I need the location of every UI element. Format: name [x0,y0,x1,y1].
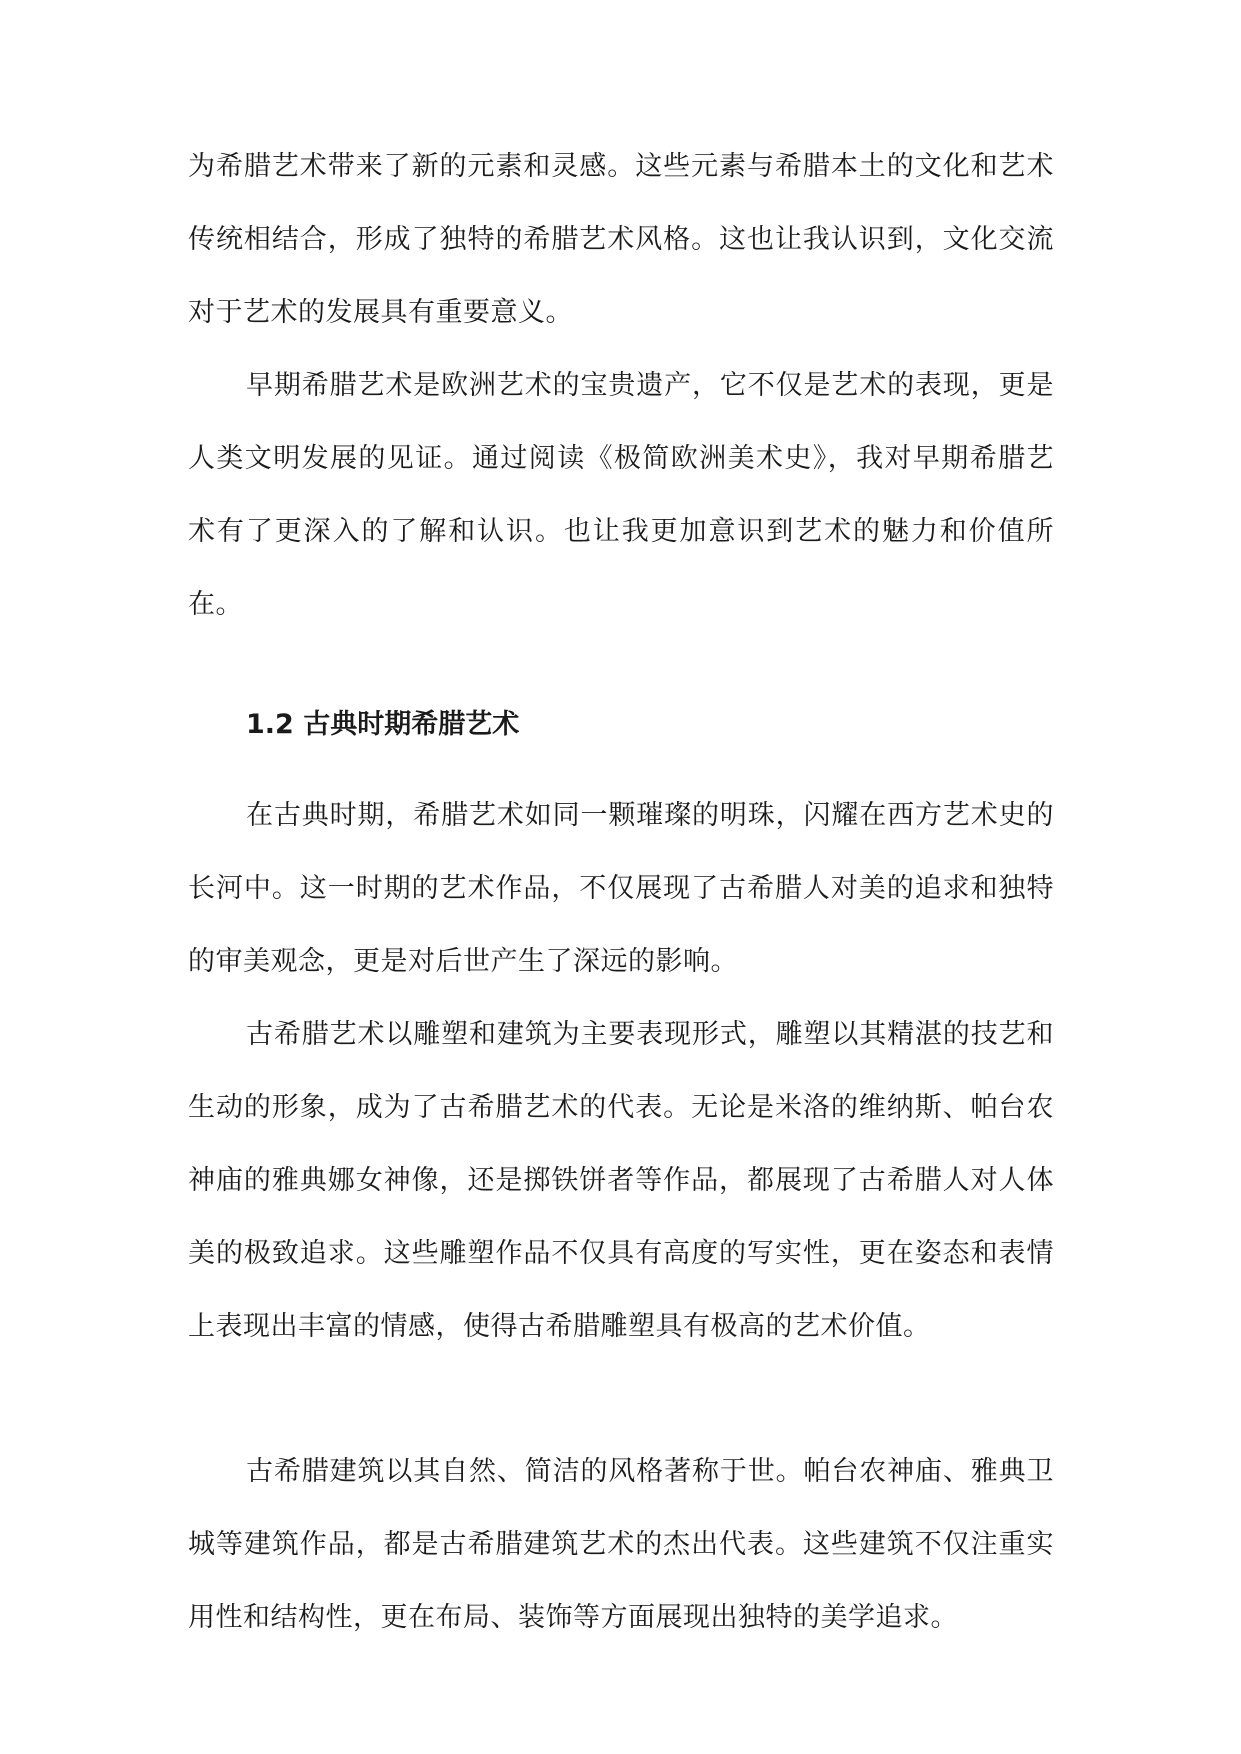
paragraph-cultural-exchange: 为希腊艺术带来了新的元素和灵感。这些元素与希腊本土的文化和艺术传统相结合，形成了独特的希腊艺术风格。这也让我认识到，文化交流对于艺术的发展具有重要意义。 [188,151,1054,328]
paragraph-architecture: 古希腊建筑以其自然、简洁的风格著称于世。帕台农神庙、雅典卫城等建筑作品，都是古希腊建筑艺术的杰出代表。这些建筑不仅注重实用性和结构性，更在布局、装饰等方面展现出独特的美学追求。 [188,1456,1054,1633]
paragraph-classical-period: 在古典时期，希腊艺术如同一颗璀璨的明珠，闪耀在西方艺术史的长河中。这一时期的艺术作品，不仅展现了古希腊人对美的追求和独特的审美观念，更是对后世产生了深远的影响。 [188,800,1054,977]
paragraph-sculpture: 古希腊艺术以雕塑和建筑为主要表现形式，雕塑以其精湛的技艺和生动的形象，成为了古希腊艺术的代表。无论是米洛的维纳斯、帕台农神庙的雅典娜女神像，还是掷铁饼者等作品，都展现了古希腊人对人体美的极致追求。这些雕塑作品不仅具有高度的写实性，更在姿态和表情上表现出丰富的情感，使得古希腊雕塑具有极高的艺术价值。 [188,1019,1054,1342]
paragraph-early-greek-art: 早期希腊艺术是欧洲艺术的宝贵遗产，它不仅是艺术的表现，更是人类文明发展的见证。通过阅读《极简欧洲美术史》，我对早期希腊艺术有了更深入的了解和认识。也让我更加意识到艺术的魅力和价值所在。 [188,370,1054,620]
section-heading: 1.2 古典时期希腊艺术 [246,709,520,740]
